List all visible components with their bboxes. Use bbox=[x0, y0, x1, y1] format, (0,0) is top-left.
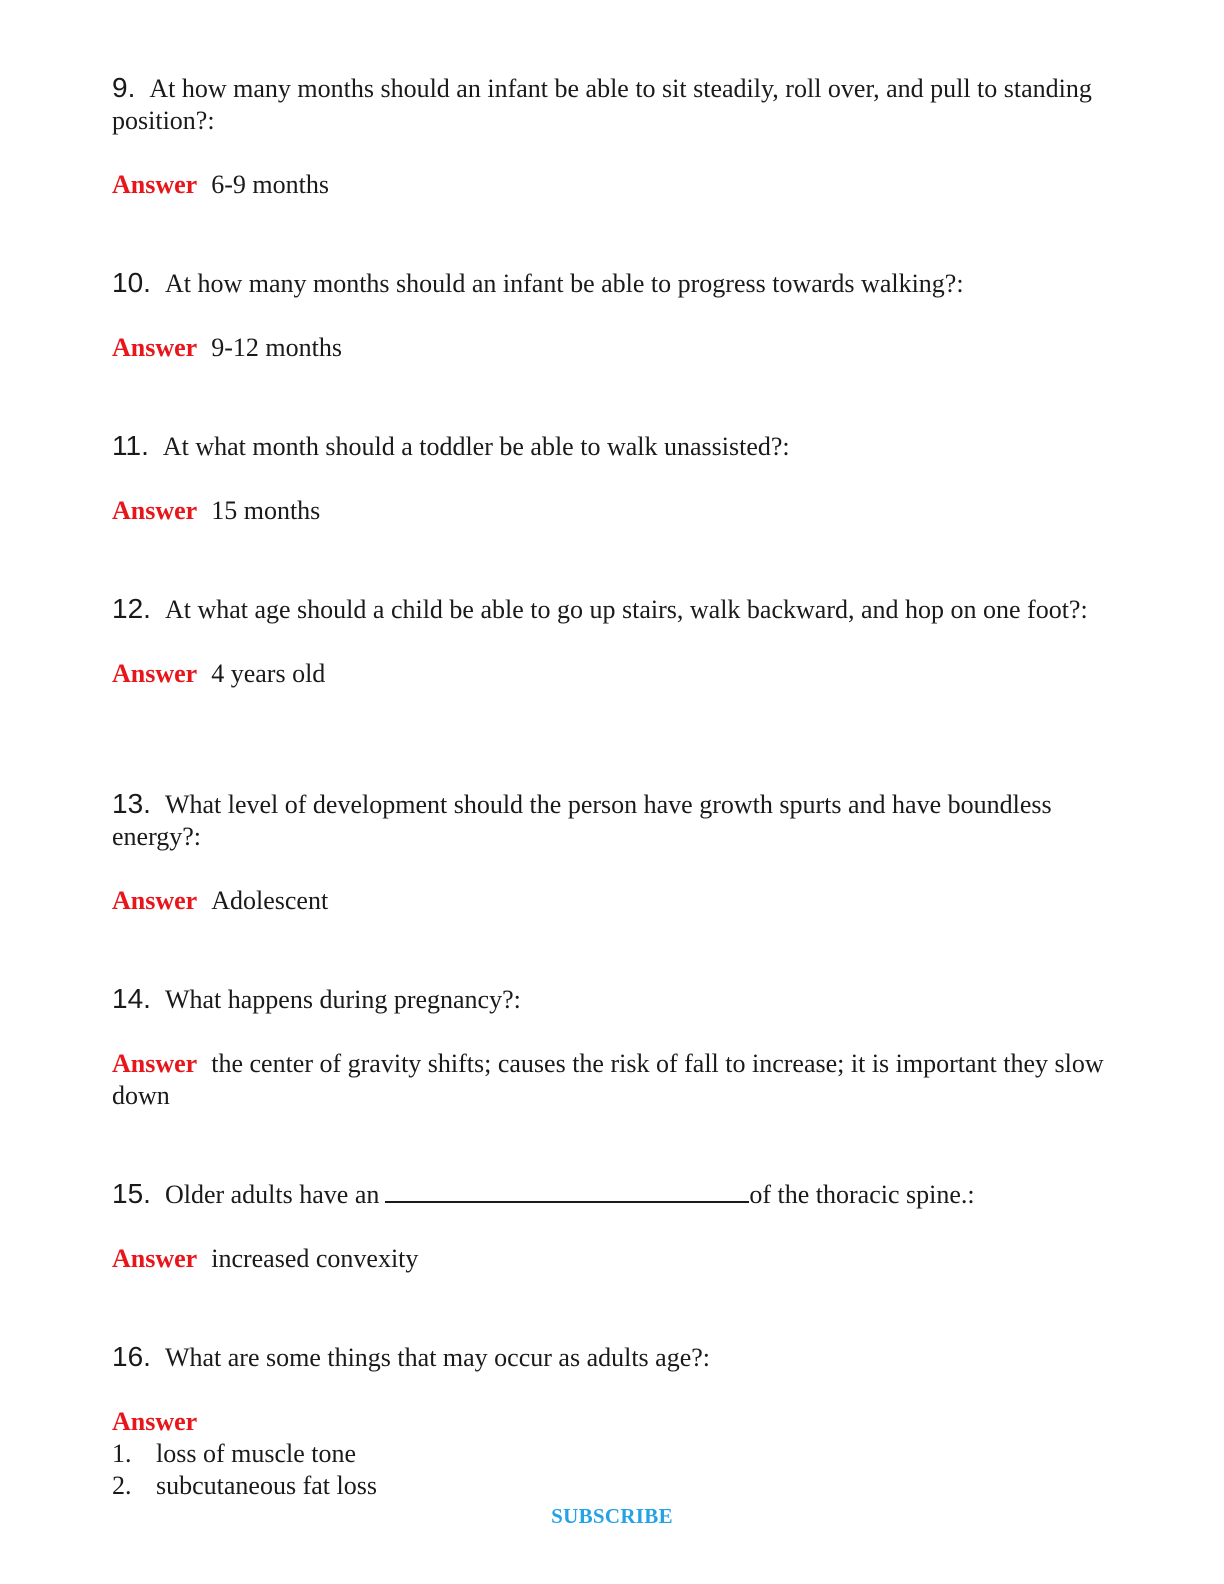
answer-text: increased convexity bbox=[211, 1244, 419, 1273]
question-text-after-blank: of the thoracic spine.: bbox=[749, 1180, 975, 1209]
question-number: 12. bbox=[112, 593, 151, 624]
answer-label: Answer bbox=[112, 333, 198, 362]
answer-label: Answer bbox=[112, 170, 198, 199]
answer-9 bbox=[112, 169, 1112, 201]
question-14 bbox=[112, 983, 1112, 1016]
question-text: At what age should a child be able to go up stairs, walk backward, and hop on one foot?: bbox=[164, 595, 1088, 624]
qa-item-9 bbox=[112, 72, 1112, 201]
question-text: At how many months should an infant be able to progress towards walking?: bbox=[164, 269, 964, 298]
question-number: 10. bbox=[112, 267, 151, 298]
question-number: 11. bbox=[112, 430, 149, 461]
answer-label: Answer bbox=[112, 1049, 198, 1078]
qa-item-14 bbox=[112, 983, 1112, 1112]
qa-item-10 bbox=[112, 267, 1112, 364]
answer-text: Adolescent bbox=[211, 886, 329, 915]
question-number: 9. bbox=[112, 72, 136, 103]
answer-14 bbox=[112, 1048, 1112, 1112]
question-11 bbox=[112, 430, 1112, 463]
qa-item-15 bbox=[112, 1178, 1112, 1275]
question-9 bbox=[112, 72, 1112, 137]
list-item-number: 2. bbox=[112, 1471, 132, 1500]
answer-text: the center of gravity shifts; causes the risk of fall to increase; it is important they slow down bbox=[112, 1049, 1104, 1110]
qa-item-13 bbox=[112, 788, 1112, 917]
question-number: 15. bbox=[112, 1178, 151, 1209]
question-number: 14. bbox=[112, 983, 151, 1014]
answer-13 bbox=[112, 885, 1112, 917]
list-item-text: subcutaneous fat loss bbox=[156, 1471, 377, 1500]
question-text: What level of development should the person have growth spurts and have boundless energy?: bbox=[112, 790, 1052, 851]
answer-text: 9-12 months bbox=[211, 333, 342, 362]
list-item bbox=[112, 1470, 1112, 1502]
question-text-before-blank: Older adults have an bbox=[164, 1180, 380, 1209]
list-item-number: 1. bbox=[112, 1439, 132, 1468]
fill-in-blank-line bbox=[385, 1181, 749, 1203]
answer-text: 4 years old bbox=[211, 659, 326, 688]
question-16 bbox=[112, 1341, 1112, 1374]
question-10 bbox=[112, 267, 1112, 300]
question-15 bbox=[112, 1178, 1112, 1211]
answer-label: Answer bbox=[112, 886, 198, 915]
qa-item-12 bbox=[112, 593, 1112, 690]
answer-list bbox=[112, 1438, 1112, 1502]
answer-16 bbox=[112, 1406, 1112, 1438]
answer-12 bbox=[112, 658, 1112, 690]
question-12 bbox=[112, 593, 1112, 626]
answer-label: Answer bbox=[112, 659, 198, 688]
answer-label: Answer bbox=[112, 1407, 198, 1436]
question-text: What happens during pregnancy?: bbox=[164, 985, 521, 1014]
qa-item-16 bbox=[112, 1341, 1112, 1502]
answer-10 bbox=[112, 332, 1112, 364]
list-item bbox=[112, 1438, 1112, 1470]
question-number: 16. bbox=[112, 1341, 151, 1372]
question-13 bbox=[112, 788, 1112, 853]
list-item-text: loss of muscle tone bbox=[156, 1439, 357, 1468]
answer-text: 6-9 months bbox=[211, 170, 329, 199]
answer-text: 15 months bbox=[211, 496, 321, 525]
question-text: What are some things that may occur as adults age?: bbox=[164, 1343, 711, 1372]
answer-11 bbox=[112, 495, 1112, 527]
answer-label: Answer bbox=[112, 496, 198, 525]
question-text: At how many months should an infant be able to sit steadily, roll over, and pull to standing position?: bbox=[112, 74, 1092, 135]
answer-label: Answer bbox=[112, 1244, 198, 1273]
subscribe-link[interactable]: SUBSCRIBE bbox=[551, 1504, 673, 1528]
qa-item-11 bbox=[112, 430, 1112, 527]
question-text: At what month should a toddler be able to walk unassisted?: bbox=[162, 432, 790, 461]
question-number: 13. bbox=[112, 788, 151, 819]
answer-15 bbox=[112, 1243, 1112, 1275]
